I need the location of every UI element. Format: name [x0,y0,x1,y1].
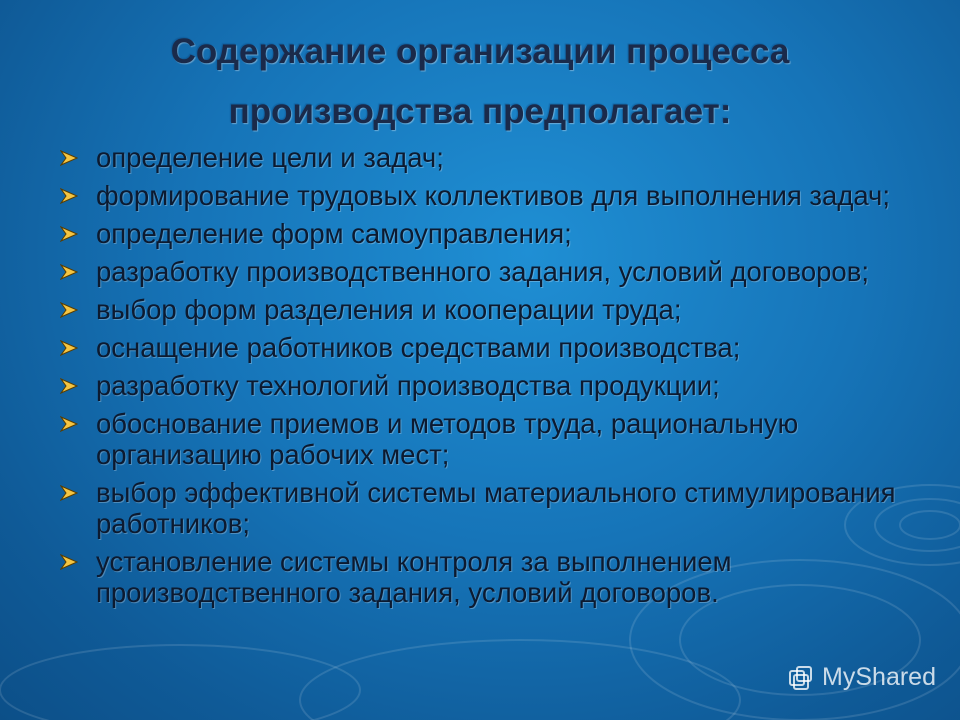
list-item [58,142,898,173]
list-item [58,294,898,325]
title-line-1: Содержание организации процесса [170,32,790,71]
arrow-chevron-icon [60,340,78,356]
myshared-logo-icon [788,665,814,691]
list-item [58,256,898,287]
list-item [58,370,898,401]
watermark [788,663,936,692]
list-item-text: определение форм самоуправления; [96,218,572,249]
arrow-chevron-icon [60,264,78,280]
arrow-chevron-icon [60,416,78,432]
arrow-chevron-icon [60,302,78,318]
list-item-text: определение цели и задач; [96,142,444,173]
list-item [58,218,898,249]
watermark-text: MyShared [822,663,936,691]
list-item-text: формирование трудовых коллективов для выполнения задач; [96,180,891,211]
list-item-text: разработку производственного задания, условий договоров; [96,256,869,287]
list-item-text: разработку технологий производства продукции; [96,370,720,401]
arrow-chevron-icon [60,378,78,394]
list-item-text: оснащение работников средствами производства; [96,332,741,363]
title-line-2: производства предполагает: [228,92,732,131]
list-item-text: выбор эффективной системы материального стимулирования работников; [96,477,896,539]
list-item [58,546,898,608]
list-item-text: обоснование приемов и методов труда, рациональную организацию рабочих мест; [96,408,799,470]
arrow-chevron-icon [60,188,78,204]
arrow-chevron-icon [60,554,78,570]
list-item [58,477,898,539]
slide-title [60,22,900,142]
arrow-chevron-icon [60,150,78,166]
bullet-list [58,142,898,615]
list-item-text: установление системы контроля за выполнением производственного задания, условий договоров. [96,546,732,608]
list-item [58,180,898,211]
list-item [58,408,898,470]
list-item [58,332,898,363]
arrow-chevron-icon [60,485,78,501]
arrow-chevron-icon [60,226,78,242]
list-item-text: выбор форм разделения и кооперации труда; [96,294,682,325]
